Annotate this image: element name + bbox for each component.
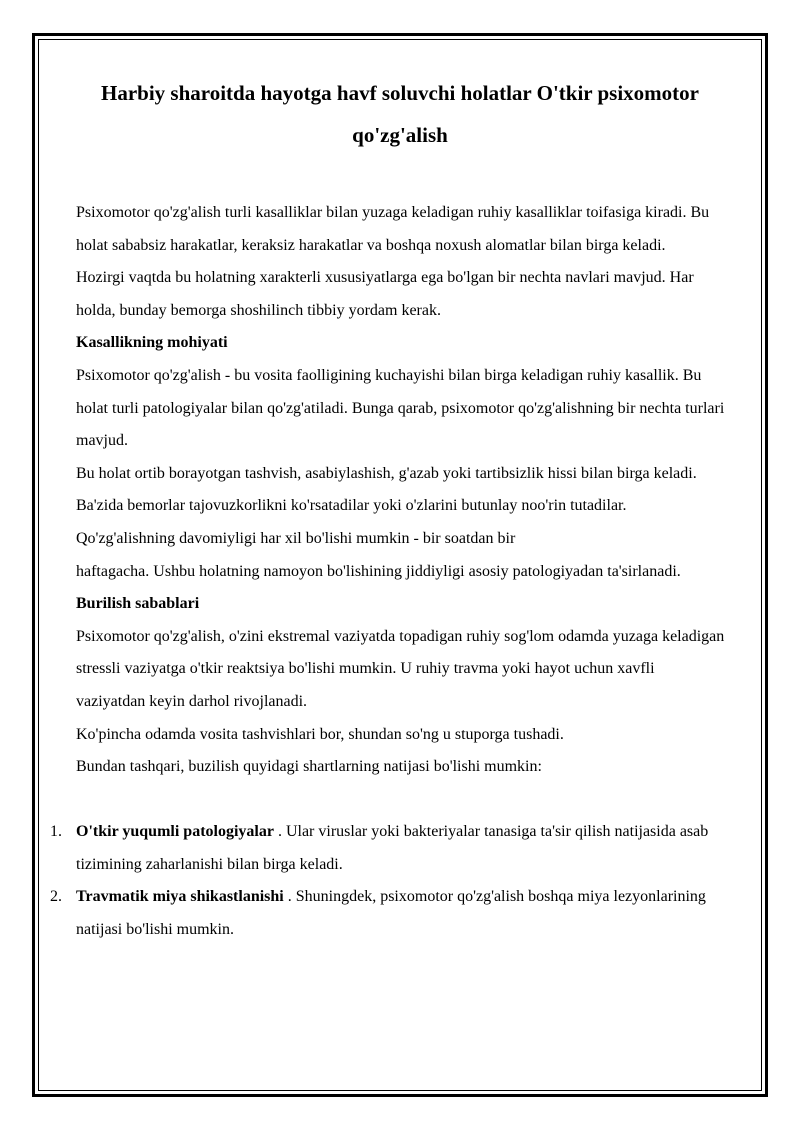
document-body xyxy=(50,197,726,947)
list-text: . Ular viruslar yoki bakteriyalar tanasiga ta'sir qilish natijasida asab tizimining zaharlanishi bilan birga keladi. xyxy=(76,823,709,873)
paragraph: haftagacha. Ushbu holatning namoyon bo'lishining jiddiyligi asosiy patologiyadan ta'sirlanadi. xyxy=(76,562,681,580)
paragraph: Psixomotor qo'zg'alish, o'zini ekstremal vaziyatda topadigan ruhiy sog'lom odamda yuzaga keladigan stressli vaziyatga o'tkir reaktsiya bo'lishi mumkin. U ruhiy travma yoki hayot uchun xavfli vaziyatdan keyin darhol rivojlanadi. xyxy=(76,627,725,710)
paragraph: Ko'pincha odamda vosita tashvishlari bor, shundan so'ng u stuporga tushadi. xyxy=(76,725,564,743)
paragraph: Bundan tashqari, buzilish quyidagi shartlarning natijasi bo'lishi mumkin: xyxy=(76,758,542,776)
list-text: . Shuningdek, psixomotor qo'zg'alish boshqa miya lezyonlarining natijasi bo'lishi mumkin. xyxy=(76,888,706,939)
list-item xyxy=(50,881,726,946)
paragraph: Psixomotor qo'zg'alish turli kasalliklar bilan yuzaga keladigan ruhiy kasalliklar toifasiga kiradi. Bu holat sababsiz harakatlar, keraksiz harakatlar va boshqa noxush alomatlar bilan birga keladi. xyxy=(76,204,710,254)
causes-list xyxy=(50,816,726,946)
list-number: 1. xyxy=(50,823,62,841)
document-title: Harbiy sharoitda hayotga havf soluvchi holatlar O'tkir psixomotor qo'zg'alish xyxy=(101,81,699,147)
list-number: 2. xyxy=(50,888,62,906)
list-item xyxy=(50,816,726,881)
list-term: Travmatik miya shikastlanishi xyxy=(76,888,284,906)
section-heading: Kasallikning mohiyati xyxy=(76,334,228,352)
paragraph: Qo'zg'alishning davomiyligi har xil bo'lishi mumkin - bir soatdan bir xyxy=(76,529,516,547)
paragraph: Bu holat ortib borayotgan tashvish, asabiylashish, g'azab yoki tartibsizlik hissi bilan birga keladi. Ba'zida bemorlar tajovuzkorlikni ko'rsatadilar yoki o'zlarini butunlay noo'rin tutadilar. xyxy=(76,464,697,515)
paragraph: Hozirgi vaqtda bu holatning xarakterli xususiyatlarga ega bo'lgan bir nechta navlari mavjud. Har holda, bunday bemorga shoshilinch tibbiy yordam kerak. xyxy=(76,269,694,319)
blank-line xyxy=(76,784,726,817)
section-heading: Burilish sabablari xyxy=(76,595,200,613)
list-term: O'tkir yuqumli patologiyalar xyxy=(76,823,274,841)
paragraph: Psixomotor qo'zg'alish - bu vosita faolligining kuchayishi bilan birga keladigan ruhiy kasallik. Bu holat turli patologiyalar bilan qo'zg'atiladi. Bunga qarab, psixomotor qo'zg'alishning bir nechta turlari mavjud. xyxy=(76,366,725,450)
